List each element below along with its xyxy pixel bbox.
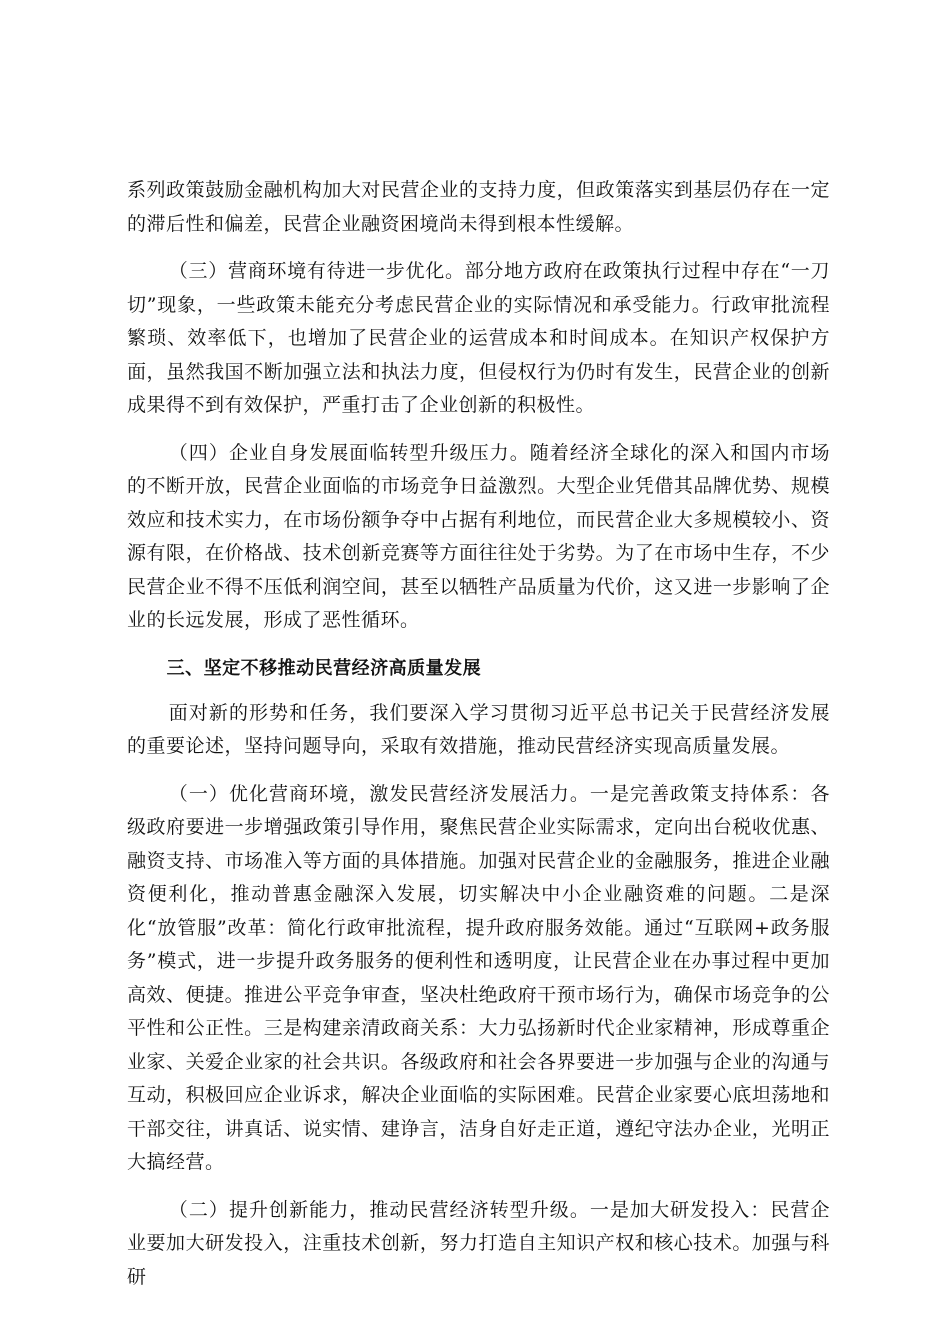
paragraph-continuation-financing: 系列政策鼓励金融机构加大对民营企业的支持力度，但政策落实到基层仍存在一定的滞后性和偏差，民营企业融资困境尚未得到根本性缓解。	[127, 179, 830, 235]
section-heading: 三、坚定不移推动民营经济高质量发展	[166, 657, 482, 679]
paragraph-section-intro: 面对新的形势和任务，我们要深入学习贯彻习近平总书记关于民营经济发展的重要论述，坚持问题导向，采取有效措施，推动民营经济实现高质量发展。	[127, 701, 830, 757]
paragraph-innovation-capability: （二）提升创新能力，推动民营经济转型升级。一是加大研发投入：民营企业要加大研发投入，注重技术创新，努力打造自主知识产权和核心技术。加强与科研	[127, 1198, 830, 1288]
paragraph-business-environment: （三）营商环境有待进一步优化。部分地方政府在政策执行过程中存在“一刀切”现象，一些政策未能充分考虑民营企业的实际情况和承受能力。行政审批流程繁琐、效率低下，也增加了民营企业的运营成本和时间成本。在知识产权保护方面，虽然我国不断加强立法和执法力度，但侵权行为仍时有发生，民营企业的创新成果得不到有效保护，严重打击了企业创新的积极性。	[127, 260, 830, 416]
document-body	[127, 174, 830, 1308]
paragraph-transformation-pressure: （四）企业自身发展面临转型升级压力。随着经济全球化的深入和国内市场的不断开放，民营企业面临的市场竞争日益激烈。大型企业凭借其品牌优势、规模效应和技术实力，在市场份额争夺中占据有利地位，而民营企业大多规模较小、资源有限，在价格战、技术创新竞赛等方面往往处于劣势。为了在市场中生存，不少民营企业不得不压低利润空间，甚至以牺牲产品质量为代价，这又进一步影响了企业的长远发展，形成了恶性循环。	[127, 441, 830, 631]
paragraph-optimize-environment: （一）优化营商环境，激发民营经济发展活力。一是完善政策支持体系：各级政府要进一步增强政策引导作用，聚焦民营企业实际需求，定向出台税收优惠、融资支持、市场准入等方面的具体措施。加强对民营企业的金融服务，推进企业融资便利化，推动普惠金融深入发展，切实解决中小企业融资难的问题。二是深化“放管服”改革：简化行政审批流程，提升政府服务效能。通过“互联网+政务服务”模式，进一步提升政务服务的便利性和透明度，让民营企业在办事过程中更加高效、便捷。推进公平竞争审查，坚决杜绝政府干预市场行为，确保市场竞争的公平性和公正性。三是构建亲清政商关系：大力弘扬新时代企业家精神，形成尊重企业家、关爱企业家的社会共识。各级政府和社会各界要进一步加强与企业的沟通与互动，积极回应企业诉求，解决企业面临的实际困难。民营企业家要心底坦荡地和干部交往，讲真话、说实情、建诤言，洁身自好走正道，遵纪守法办企业，光明正大搞经营。	[127, 782, 830, 1173]
